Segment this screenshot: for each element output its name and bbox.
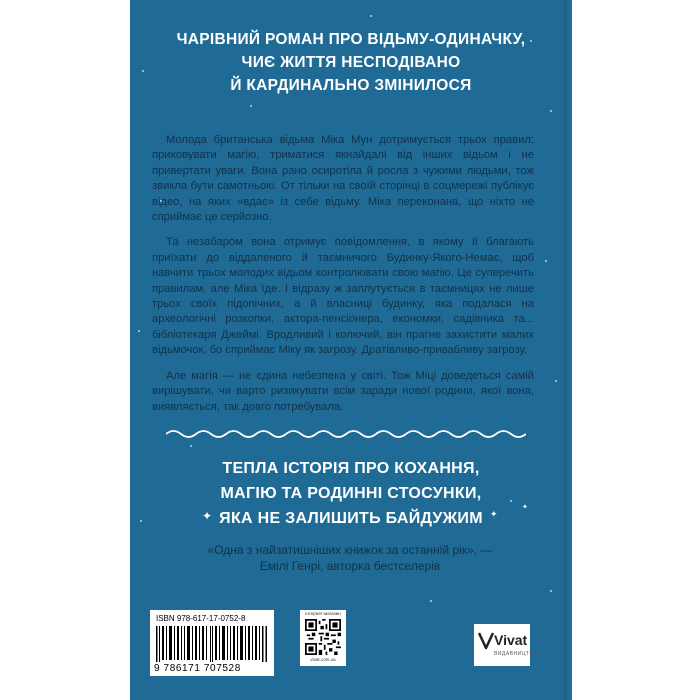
qr-url: vivat.com.ua: [310, 657, 336, 662]
barcode-bars: [156, 626, 268, 662]
publisher-logo: [474, 624, 538, 666]
top-headline-line-2: ЧИЄ ЖИТТЯ НЕСПОДІВАНО: [241, 54, 461, 71]
qr-code-icon: [305, 619, 341, 655]
top-headline: [130, 28, 572, 97]
bottom-headline: [130, 456, 572, 531]
bottom-headline-line-1: ТЕПЛА ІСТОРІЯ ПРО КОХАННЯ,: [222, 460, 480, 477]
top-headline-line-3: Й КАРДИНАЛЬНО ЗМІНИЛОСЯ: [230, 77, 472, 94]
publisher-name: Vivat: [494, 632, 528, 648]
bottom-headline-line-2: МАГІЮ ТА РОДИННІ СТОСУНКИ,: [220, 485, 482, 502]
blurb: [152, 133, 534, 425]
wavy-divider: [166, 428, 526, 440]
blurb-paragraph-3: Але магія — не єдина небезпека у світі. Тож Міці доведеться самій вирішувати, чи варто ризикувати всім заради нової родини, якої вона, виявляється, так довго потребувала.: [152, 369, 534, 413]
vivat-logo-icon: [478, 630, 494, 650]
qr-code-block: [300, 610, 346, 666]
sparkle-icon: ✦: [202, 509, 213, 523]
sparkle-icon: ✦: [490, 509, 498, 519]
isbn-barcode: [150, 610, 274, 676]
publisher-sub: ВИДАВНИЦТВО: [494, 651, 538, 657]
blurb-paragraph-2: Та незабаром вона отримує повідомлення, в якому її благають приїхати до віддаленого й таємничого Будинку-Якого-Немає, щоб навчити трьох молодих відьом контролювати свою магію. Це суперечить правилам, але Міка їде. І відразу ж заплутується в таємницях не лише трьох своїх підопічних, а й власниці будинку, яка подалася на археологічні розкопки, актора-пенсіонера, економки, садівника та... бібліотекаря Джеймі. Вродливий і колючий, він прагне захистити малих відьмочок, бо сприймає Міку як загрозу. Дратівливо-привабливу загрозу.: [152, 236, 534, 357]
isbn-label: ISBN 978-617-17-0752-8: [156, 614, 246, 623]
book-back-cover: [130, 0, 572, 700]
book-spine-edge: [564, 0, 572, 700]
qr-label: інтернет-магазин: [305, 611, 341, 616]
barcode-digits: 9 786171 707528: [154, 663, 241, 674]
sparkle-icon: ✦: [522, 504, 528, 511]
review-quote: [150, 542, 550, 574]
top-headline-line-1: ЧАРІВНИЙ РОМАН ПРО ВІДЬМУ-ОДИНАЧКУ,: [176, 31, 526, 48]
blurb-paragraph-1: Молода британська відьма Міка Мун дотримується трьох правил: приховувати магію, триматися якнайдалі від інших відьом і не привертати уваги. Вона рано осиротіла й росла з чужими людьми, тож звикла бути самотньою. От тільки на своїй сторінці в соцмережі публікує відео, на яких «вдає» із себе відьму. Міка переконана, що ніхто не сприймає це серйозно.: [152, 134, 534, 224]
bottom-headline-line-3: ЯКА НЕ ЗАЛИШИТЬ БАЙДУЖИМ: [219, 510, 483, 527]
review-quote-text: «Одна з найзатишніших книжок за останній рік», —: [207, 543, 493, 557]
review-quote-author: Емілі Генрі, авторка бестселерів: [259, 559, 441, 573]
